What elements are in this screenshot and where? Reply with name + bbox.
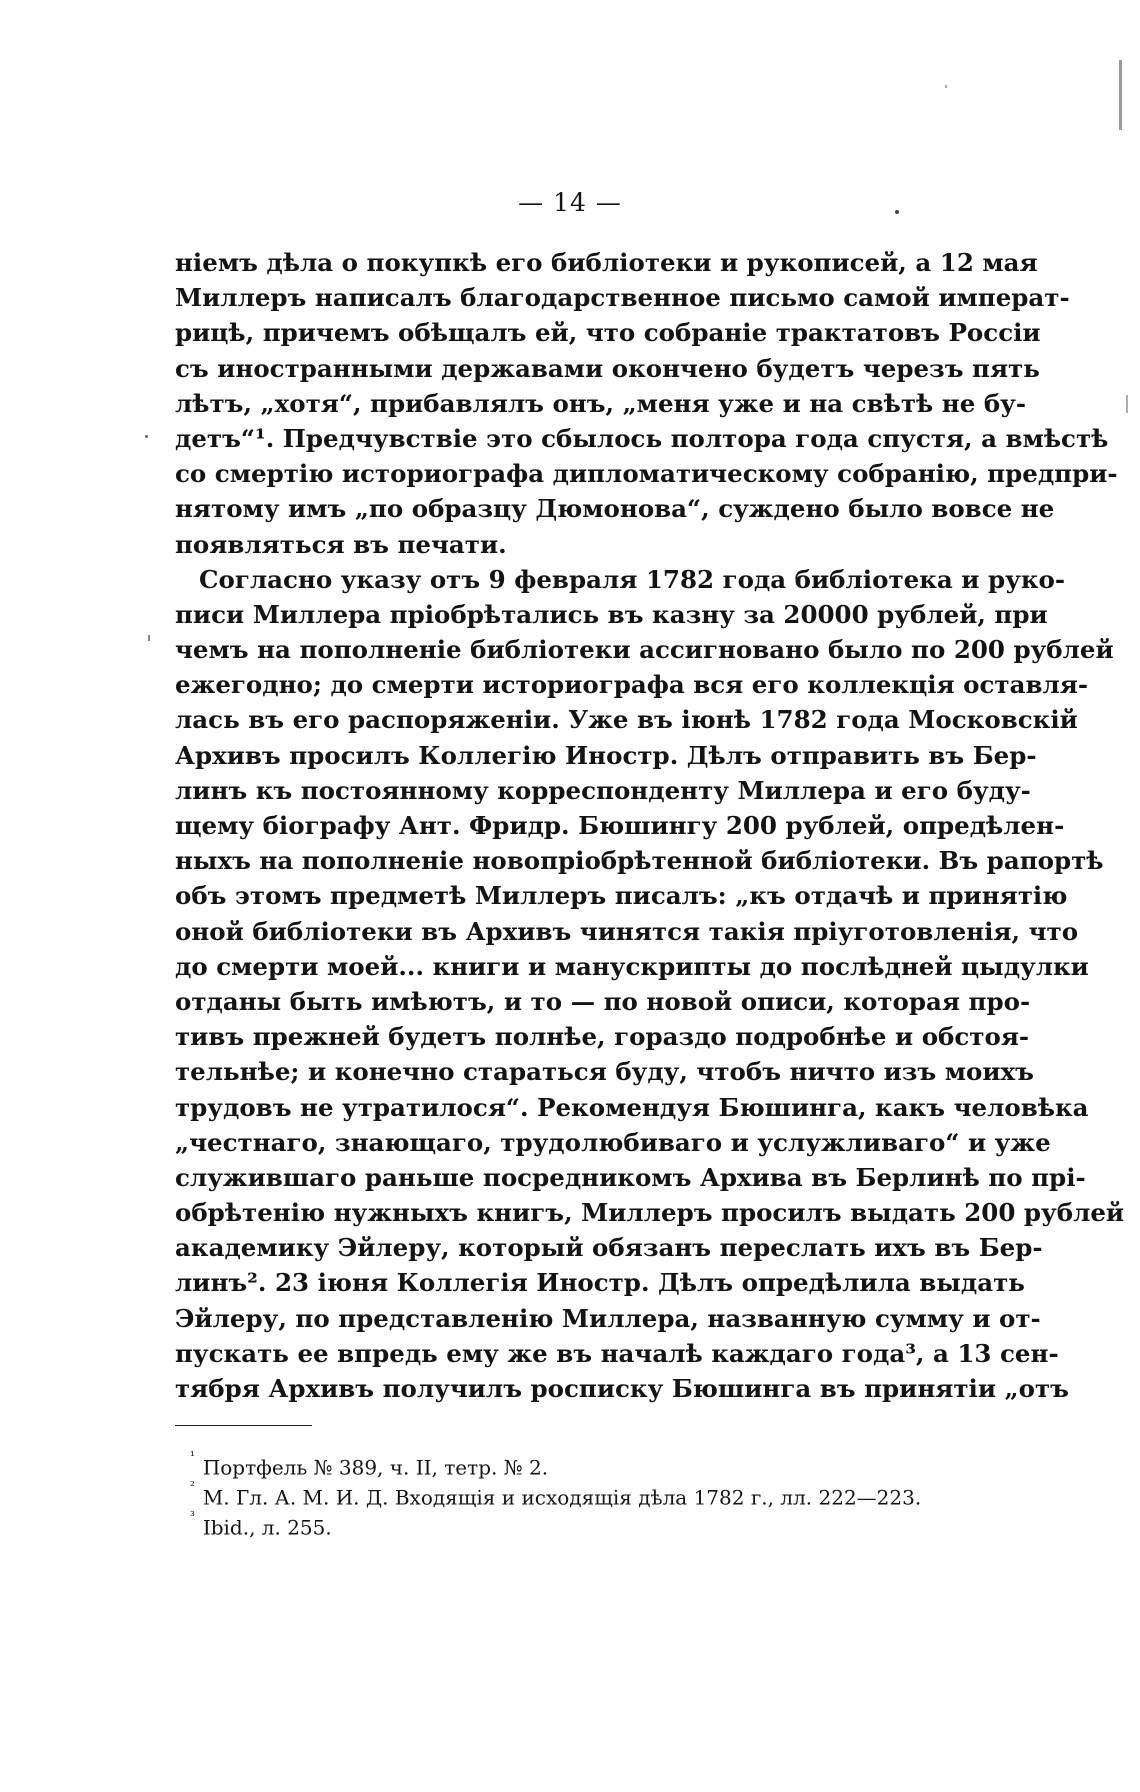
text-line: служившаго раньше посредникомъ Архива въ Берлинѣ по прі- [175,1162,1086,1192]
scan-speck [895,210,899,214]
scan-speck [1119,60,1122,130]
text-line: щему біографу Ант. Фридр. Бюшингу 200 рублей, опредѣлен- [175,811,1065,840]
scan-speck [145,435,148,438]
text-line: детъ“¹. Предчувствіе это сбылось полтора года спустя, а вмѣстѣ [175,423,1109,453]
text-line: линъ къ постоянному корреспонденту Миллера и его буду- [175,775,1031,805]
text-line: „честнаго, знающаго, трудолюбиваго и услужливаго“ и уже [175,1127,1051,1157]
text-line: рицѣ, причемъ обѣщалъ ей, что собраніе трактатовъ Россіи [175,318,1041,348]
text-line: съ иностранными державами окончено будетъ черезъ пять [175,353,1040,383]
text-line: лѣтъ, „хотя“, прибавлялъ онъ, „меня уже и на свѣтѣ не бу- [175,388,1027,418]
footnote-mark: ¹ [190,1449,195,1463]
text-line: пускать ее впредь ему же въ началѣ каждаго года³, а 13 сен- [175,1338,1059,1368]
footnote-text: Ibid., л. 255. [202,1515,332,1540]
text-line: трудовъ не утратилося“. Рекомендуя Бюшинга, какъ человѣка [175,1092,1089,1122]
text-line: Эйлеру, по представленію Миллера, названную сумму и от- [175,1303,1041,1333]
footnote [190,1508,1020,1538]
footnote-text: М. Гл. А. М. И. Д. Входящія и исходящія дѣла 1782 г., лл. 222—223. [202,1485,922,1510]
text-line: ніемъ дѣла о покупкѣ его библіотеки и рукописей, а 12 мая [175,248,1038,277]
text-line: объ этомъ предметѣ Миллеръ писалъ: „къ отдачѣ и принятію [175,881,1068,911]
footnote-mark: ² [190,1479,195,1493]
text-line: нятому имъ „по образцу Дюмонова“, суждено было вовсе не [175,494,1055,524]
main-text [175,245,1125,1406]
text-line: появляться въ печати. [175,529,507,559]
text-line: линъ². 23 іюня Коллегія Иностр. Дѣлъ опредѣлила выдать [175,1268,1025,1298]
text-line: чемъ на пополненіе библіотеки ассигновано было по 200 рублей [175,635,1114,665]
footnote-text: Портфель № 389, ч. II, тетр. № 2. [202,1455,549,1480]
footnote [190,1478,1020,1508]
text-line: Согласно указу отъ 9 февраля 1782 года библіотека и руко- [199,564,1066,594]
text-line: оной библіотеки въ Архивъ чинятся такія пріуготовленія, что [175,916,1079,946]
footnote-divider [175,1425,312,1426]
text-line: лась въ его распоряженіи. Уже въ іюнѣ 1782 года Московскій [175,705,1078,735]
text-line: до смерти моей... книги и манускрипты до послѣдней цыдулки [175,951,1089,981]
text-line: писи Миллера пріобрѣтались въ казну за 20000 рублей, при [175,599,1048,629]
text-line: Миллеръ написалъ благодарственное письмо самой императ- [175,283,1070,313]
page-number: — 14 — [518,188,622,217]
text-line: отданы быть имѣютъ, и то — по новой описи, которая про- [175,986,1031,1016]
scan-speck [1126,395,1128,413]
scan-speck [945,85,947,88]
text-line: Архивъ просилъ Коллегію Иностр. Дѣлъ отправить въ Бер- [175,740,1037,770]
text-line: со смертію историографа дипломатическому собранію, предпри- [175,459,1118,489]
text-line: ежегодно; до смерти историографа вся его коллекція оставля- [175,670,1089,700]
text-line: тивъ прежней будетъ полнѣе, гораздо подробнѣе и обстоя- [175,1022,1030,1052]
text-line: тября Архивъ получилъ росписку Бюшинга въ принятіи „отъ [175,1374,1069,1403]
text-line: тельнѣе; и конечно стараться буду, чтобъ ничто изъ моихъ [175,1057,1034,1087]
footnotes [190,1448,1020,1538]
footnote [190,1448,1020,1478]
footnote-mark: ³ [190,1509,195,1523]
text-line: обрѣтенію нужныхъ книгъ, Миллеръ просилъ выдать 200 рублей [175,1198,1125,1228]
text-line: академику Эйлеру, который обязанъ переслать ихъ въ Бер- [175,1233,1043,1263]
text-line: ныхъ на пополненіе новопріобрѣтенной библіотеки. Въ рапортѣ [175,846,1104,876]
scan-speck [148,635,150,641]
